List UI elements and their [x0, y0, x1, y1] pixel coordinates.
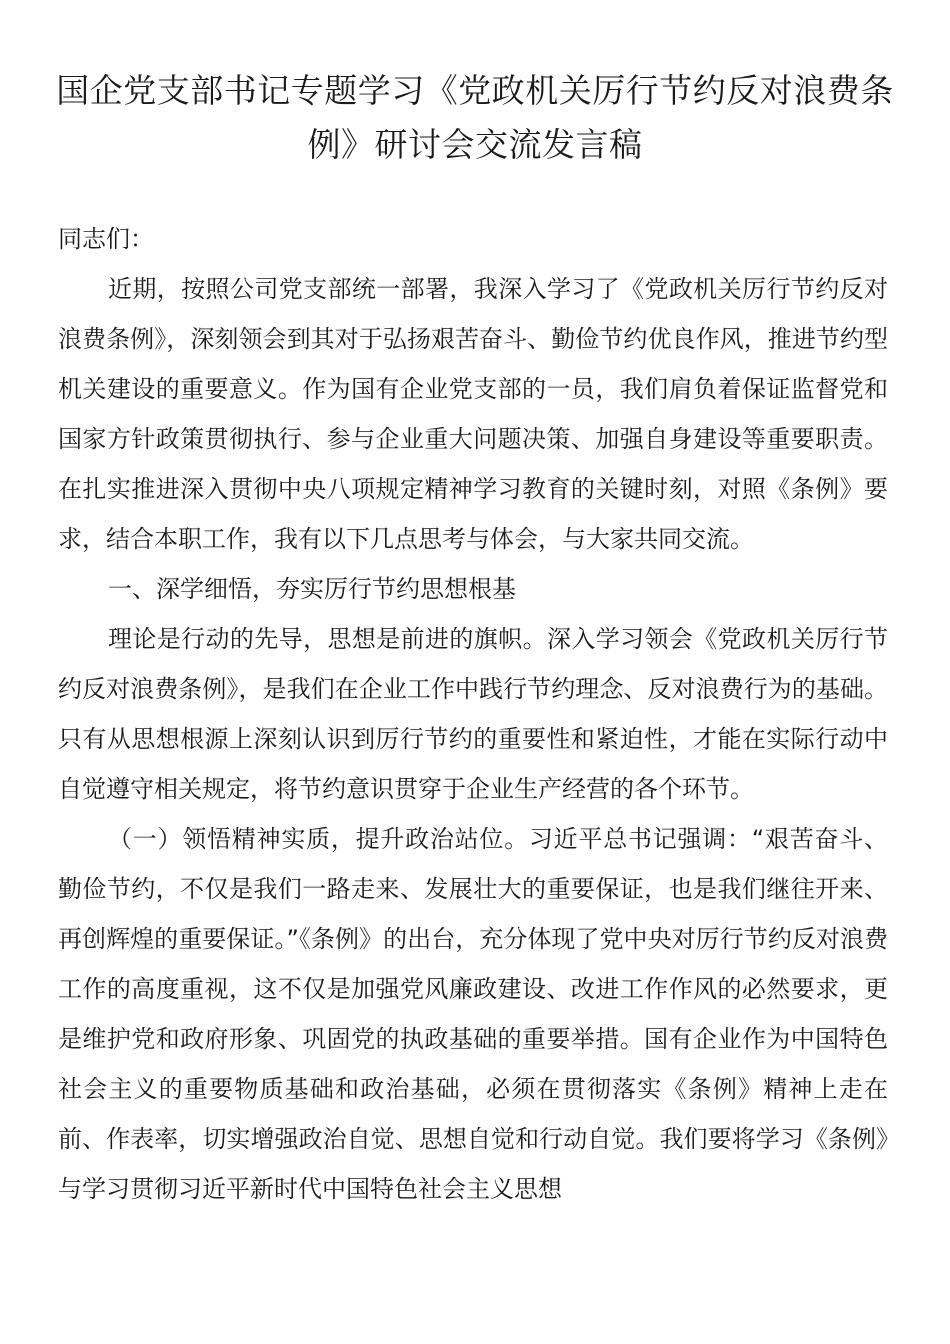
paragraph-intro: 近期，按照公司党支部统一部署，我深入学习了《党政机关厉行节约反对浪费条例》，深刻领会到其对于弘扬艰苦奋斗、勤俭节约优良作风，推进节约型机关建设的重要意义。作为国有企业党支部的一员，我们肩负着保证监督党和国家方针政策贯彻执行、参与企业重大问题决策、加强自身建设等重要职责。在扎实推进深入贯彻中央八项规定精神学习教育的关键时刻，对照《条例》要求，结合本职工作，我有以下几点思考与体会，与大家共同交流。 [58, 275, 888, 553]
document-title: 国企党支部书记专题学习《党政机关厉行节约反对浪费条例》研讨会交流发言稿 [56, 71, 894, 164]
section-heading-1: 一、深学细悟，夯实厉行节约思想根基 [108, 575, 516, 603]
salutation: 同志们： [58, 225, 154, 253]
paragraph-theory: 理论是行动的先导，思想是前进的旗帜。深入学习领会《党政机关厉行节约反对浪费条例》，是我们在企业工作中践行节约理念、反对浪费行为的基础。只有从思想根源上深刻认识到厉行节约的重要性和紧迫性，才能在实际行动中自觉遵守相关规定，将节约意识贯穿于企业生产经营的各个环节。 [58, 625, 888, 803]
document-body [58, 214, 888, 1214]
paragraph-subsection-1: （一）领悟精神实质，提升政治站位。习近平总书记强调：“艰苦奋斗、勤俭节约，不仅是我们一路走来、发展壮大的重要保证，也是我们继往开来、再创辉煌的重要保证。”《条例》的出台，充分体现了党中央对厉行节约反对浪费工作的高度重视，这不仅是加强党风廉政建设、改进工作作风的必然要求，更是维护党和政府形象、巩固党的执政基础的重要举措。国有企业作为中国特色社会主义的重要物质基础和政治基础，必须在贯彻落实《条例》精神上走在前、作表率，切实增强政治自觉、思想自觉和行动自觉。我们要将学习《条例》与学习贯彻习近平新时代中国特色社会主义思想 [58, 825, 888, 1203]
